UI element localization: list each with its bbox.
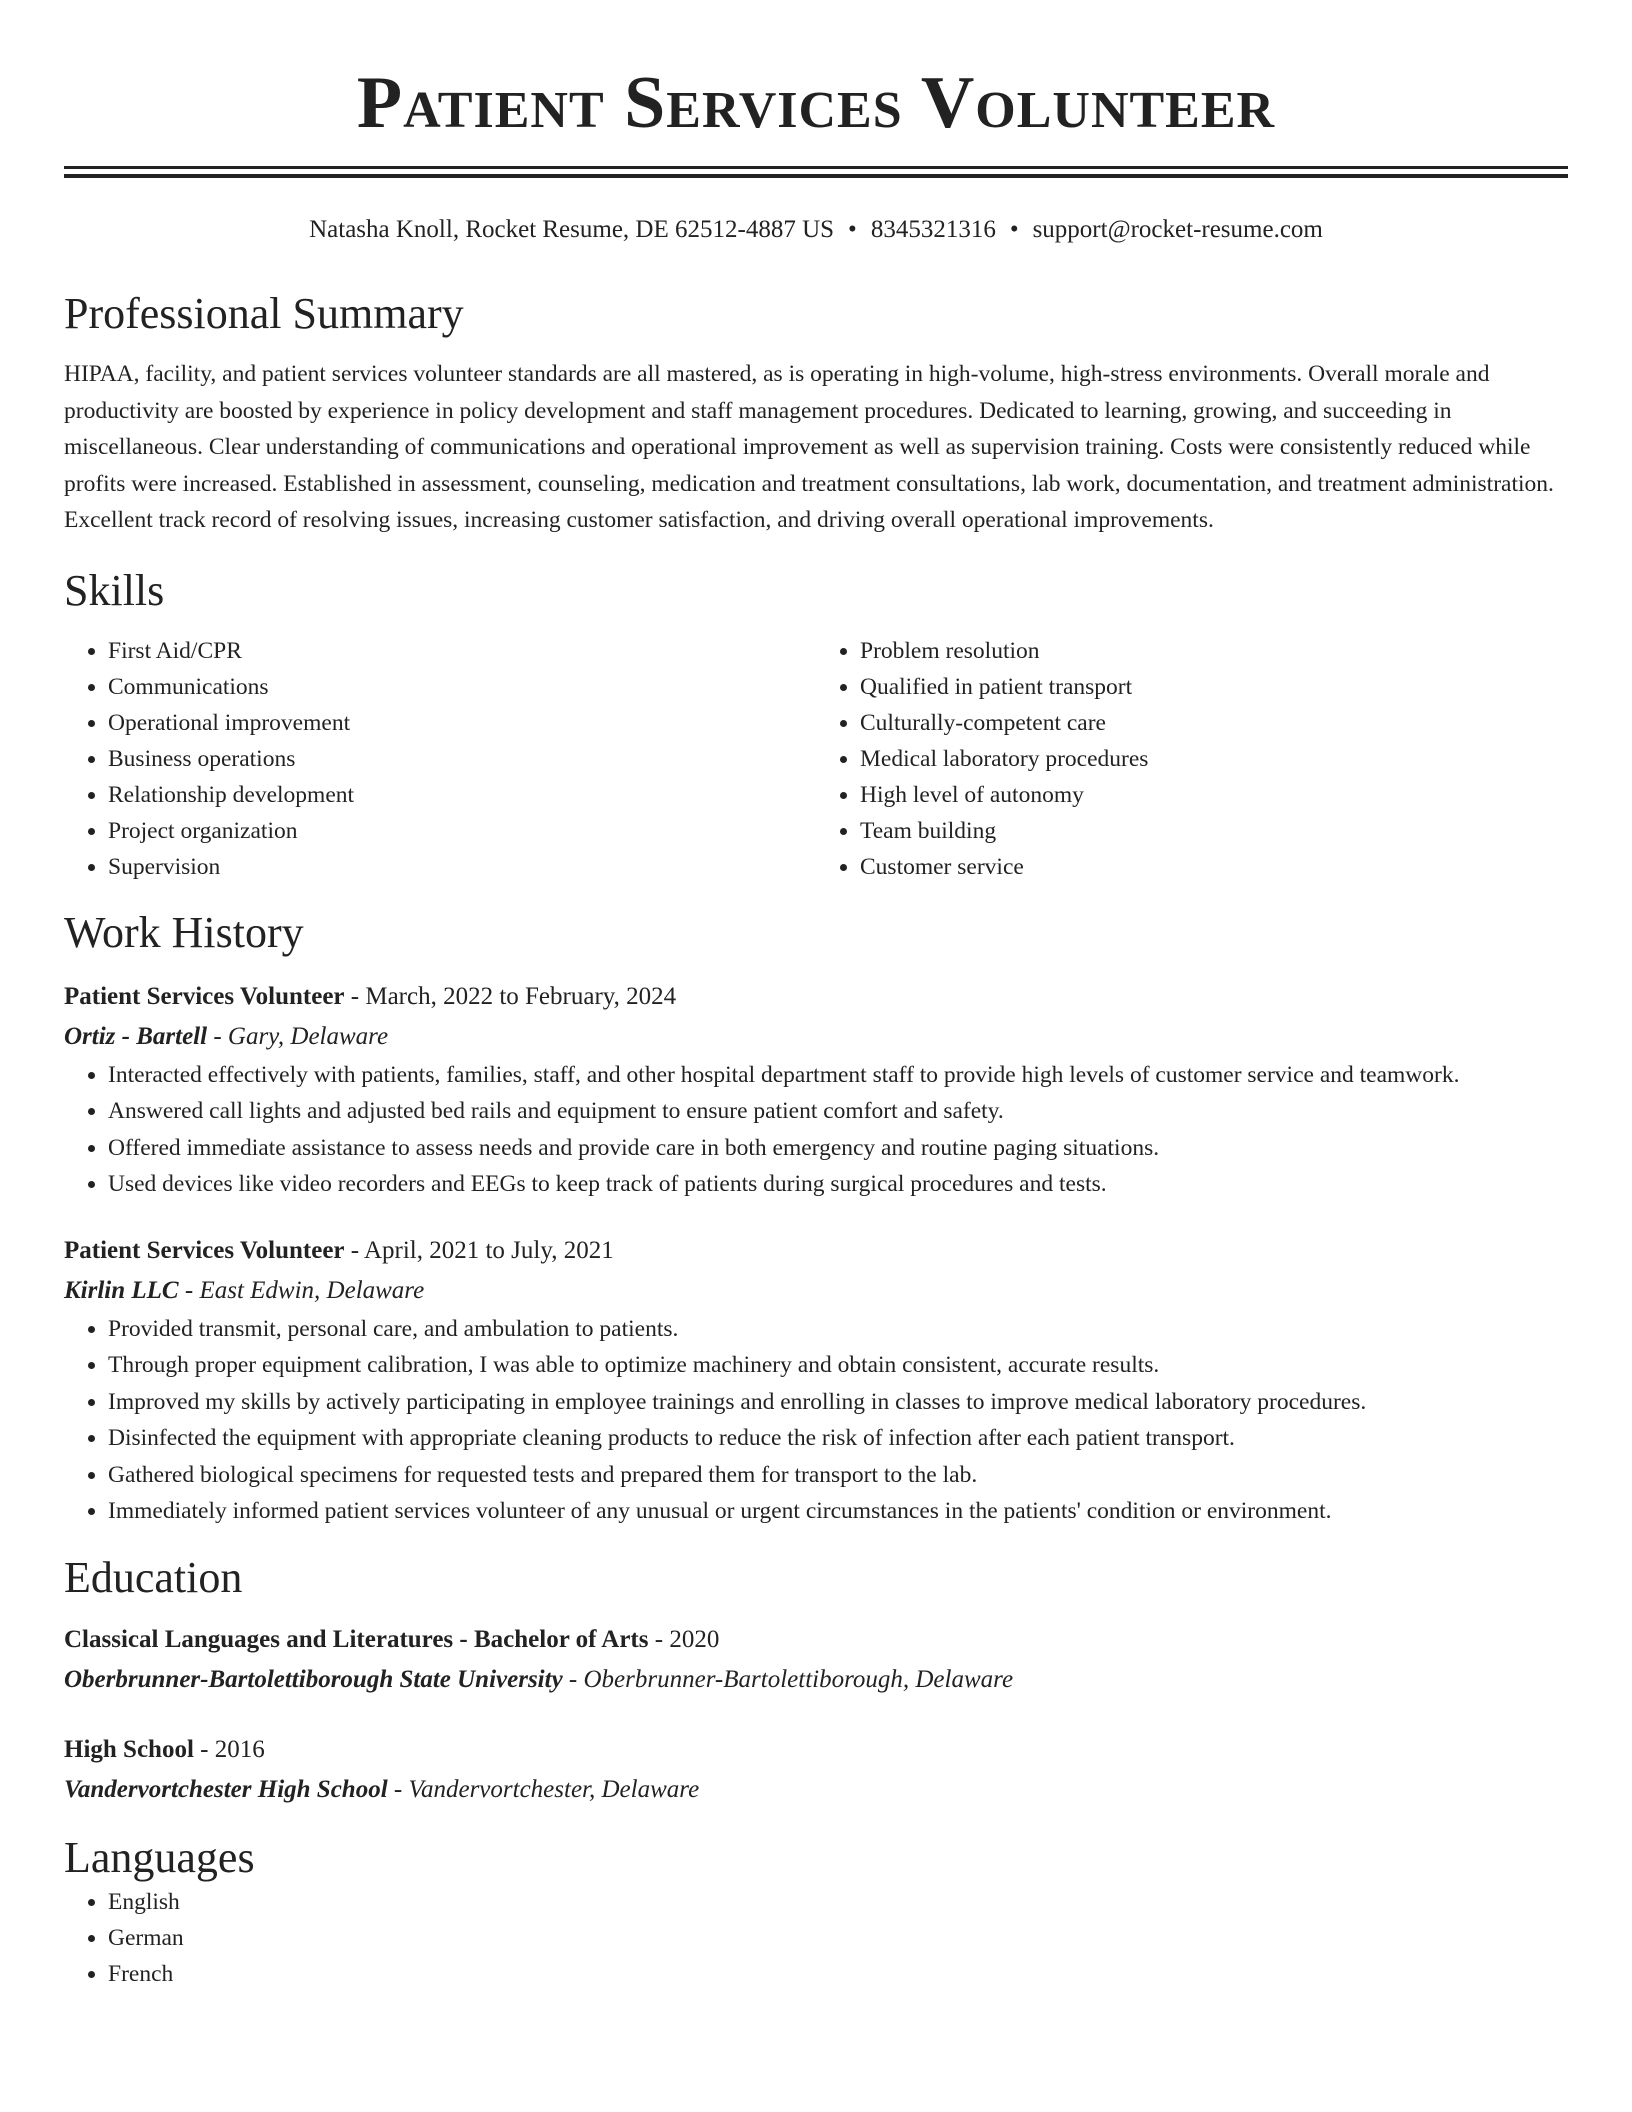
job-duties bbox=[64, 1057, 1568, 1203]
job-duty: • Through proper equipment calibration, I was able to optimize machinery and obtain consistent, accurate results. bbox=[108, 1347, 1568, 1384]
skill-item: • Operational improvement bbox=[108, 705, 816, 741]
job-duty: • Disinfected the equipment with appropriate cleaning products to reduce the risk of infection after each patient transport. bbox=[108, 1420, 1568, 1457]
skill-item: • First Aid/CPR bbox=[108, 633, 816, 669]
skill-item: • Customer service bbox=[860, 849, 1568, 885]
skill-item: • Project organization bbox=[108, 813, 816, 849]
job-company: Kirlin LLC bbox=[64, 1276, 179, 1304]
job-entry bbox=[64, 977, 1568, 1203]
job-dates: - April, 2021 to July, 2021 bbox=[344, 1236, 614, 1264]
job-location: - East Edwin, Delaware bbox=[178, 1276, 425, 1304]
skills-column-right bbox=[816, 633, 1568, 885]
contact-line bbox=[64, 214, 1568, 246]
education-entry bbox=[64, 1730, 1568, 1810]
contact-separator: • bbox=[1009, 216, 1019, 243]
education-location: - Vandervortchester, Delaware bbox=[387, 1775, 700, 1803]
education-degree: Classical Languages and Literatures - Bachelor of Arts bbox=[64, 1625, 649, 1653]
skills-list bbox=[64, 633, 1568, 885]
education-degree: High School bbox=[64, 1735, 194, 1763]
skill-item: • Team building bbox=[860, 813, 1568, 849]
title-rule-bottom bbox=[64, 174, 1568, 178]
education-school: Oberbrunner-Bartolettiborough State University bbox=[64, 1665, 563, 1693]
work-history-heading: Work History bbox=[64, 907, 304, 957]
education-year: - 2020 bbox=[648, 1625, 720, 1653]
skill-item: • Culturally-competent care bbox=[860, 705, 1568, 741]
skill-item: • Medical laboratory procedures bbox=[860, 741, 1568, 777]
job-duty: • Used devices like video recorders and EEGs to keep track of patients during surgical procedures and tests. bbox=[108, 1166, 1568, 1203]
job-employer bbox=[64, 1271, 1568, 1311]
job-company: Ortiz - Bartell bbox=[64, 1022, 208, 1050]
job-duty: • Offered immediate assistance to assess needs and provide care in both emergency and routine paging situations. bbox=[108, 1130, 1568, 1167]
education-heading: Education bbox=[64, 1552, 243, 1602]
job-title: Patient Services Volunteer bbox=[64, 1236, 345, 1264]
job-header bbox=[64, 977, 1568, 1017]
resume-title: Patient Services Volunteer bbox=[356, 62, 1276, 144]
skills-column-left bbox=[64, 633, 816, 885]
job-duties bbox=[64, 1311, 1568, 1530]
job-duty: • Improved my skills by actively participating in employee trainings and enrolling in classes to improve medical laboratory procedures. bbox=[108, 1384, 1568, 1421]
skill-item: • Supervision bbox=[108, 849, 816, 885]
education-school: Vandervortchester High School bbox=[64, 1775, 388, 1803]
skill-item: • Communications bbox=[108, 669, 816, 705]
summary-text: HIPAA, facility, and patient services volunteer standards are all mastered, as is operating in high-volume, high-stress environments. Overall morale and productivity are boosted by experience in policy development and staff management procedures. Dedicated to learning, growing, and succeeding in miscellaneous. Clear understanding of communications and operational improvement as well as supervision training. Costs were consistently reduced while profits were increased. Established in assessment, counseling, medication and treatment consultations, lab work, documentation, and treatment administration. Excellent track record of resolving issues, increasing customer satisfaction, and driving overall operational improvements. bbox=[64, 361, 1554, 534]
job-employer bbox=[64, 1017, 1568, 1057]
job-duty: • Interacted effectively with patients, families, staff, and other hospital department staff to provide high levels of customer service and teamwork. bbox=[108, 1057, 1568, 1094]
language-item: • English bbox=[108, 1884, 1568, 1920]
summary-heading: Professional Summary bbox=[64, 289, 464, 338]
skill-item: • Qualified in patient transport bbox=[860, 669, 1568, 705]
job-duty: • Answered call lights and adjusted bed rails and equipment to ensure patient comfort and safety. bbox=[108, 1093, 1568, 1130]
language-item: • German bbox=[108, 1920, 1568, 1956]
skill-item: • Problem resolution bbox=[860, 633, 1568, 669]
contact-address: Natasha Knoll, Rocket Resume, DE 62512-4887 US bbox=[309, 216, 835, 243]
languages-list bbox=[64, 1884, 1568, 1992]
job-duty: • Immediately informed patient services volunteer of any unusual or urgent circumstances in the patients' condition or environment. bbox=[108, 1493, 1568, 1530]
job-title: Patient Services Volunteer bbox=[64, 982, 345, 1010]
skills-heading: Skills bbox=[64, 565, 165, 615]
job-duty: • Gathered biological specimens for requested tests and prepared them for transport to the lab. bbox=[108, 1457, 1568, 1494]
title-rule-top bbox=[64, 166, 1568, 169]
education-location: - Oberbrunner-Bartolettiborough, Delaware bbox=[562, 1665, 1014, 1693]
education-year: - 2016 bbox=[193, 1735, 265, 1763]
languages-heading: Languages bbox=[64, 1832, 255, 1882]
education-institution bbox=[64, 1660, 1568, 1700]
job-duty: • Provided transmit, personal care, and ambulation to patients. bbox=[108, 1311, 1568, 1348]
skill-item: • Relationship development bbox=[108, 777, 816, 813]
job-dates: - March, 2022 to February, 2024 bbox=[344, 982, 677, 1010]
skill-item: • Business operations bbox=[108, 741, 816, 777]
education-header bbox=[64, 1620, 1568, 1660]
contact-separator: • bbox=[848, 216, 857, 243]
education-header bbox=[64, 1730, 1568, 1770]
education-institution bbox=[64, 1770, 1568, 1810]
education-entry bbox=[64, 1620, 1568, 1700]
contact-email: support@rocket-resume.com bbox=[1032, 216, 1323, 243]
job-location: - Gary, Delaware bbox=[207, 1022, 389, 1050]
contact-phone: 8345321316 bbox=[870, 216, 996, 243]
skill-item: • High level of autonomy bbox=[860, 777, 1568, 813]
language-item: • French bbox=[108, 1956, 1568, 1992]
job-header bbox=[64, 1231, 1568, 1271]
job-entry bbox=[64, 1231, 1568, 1530]
